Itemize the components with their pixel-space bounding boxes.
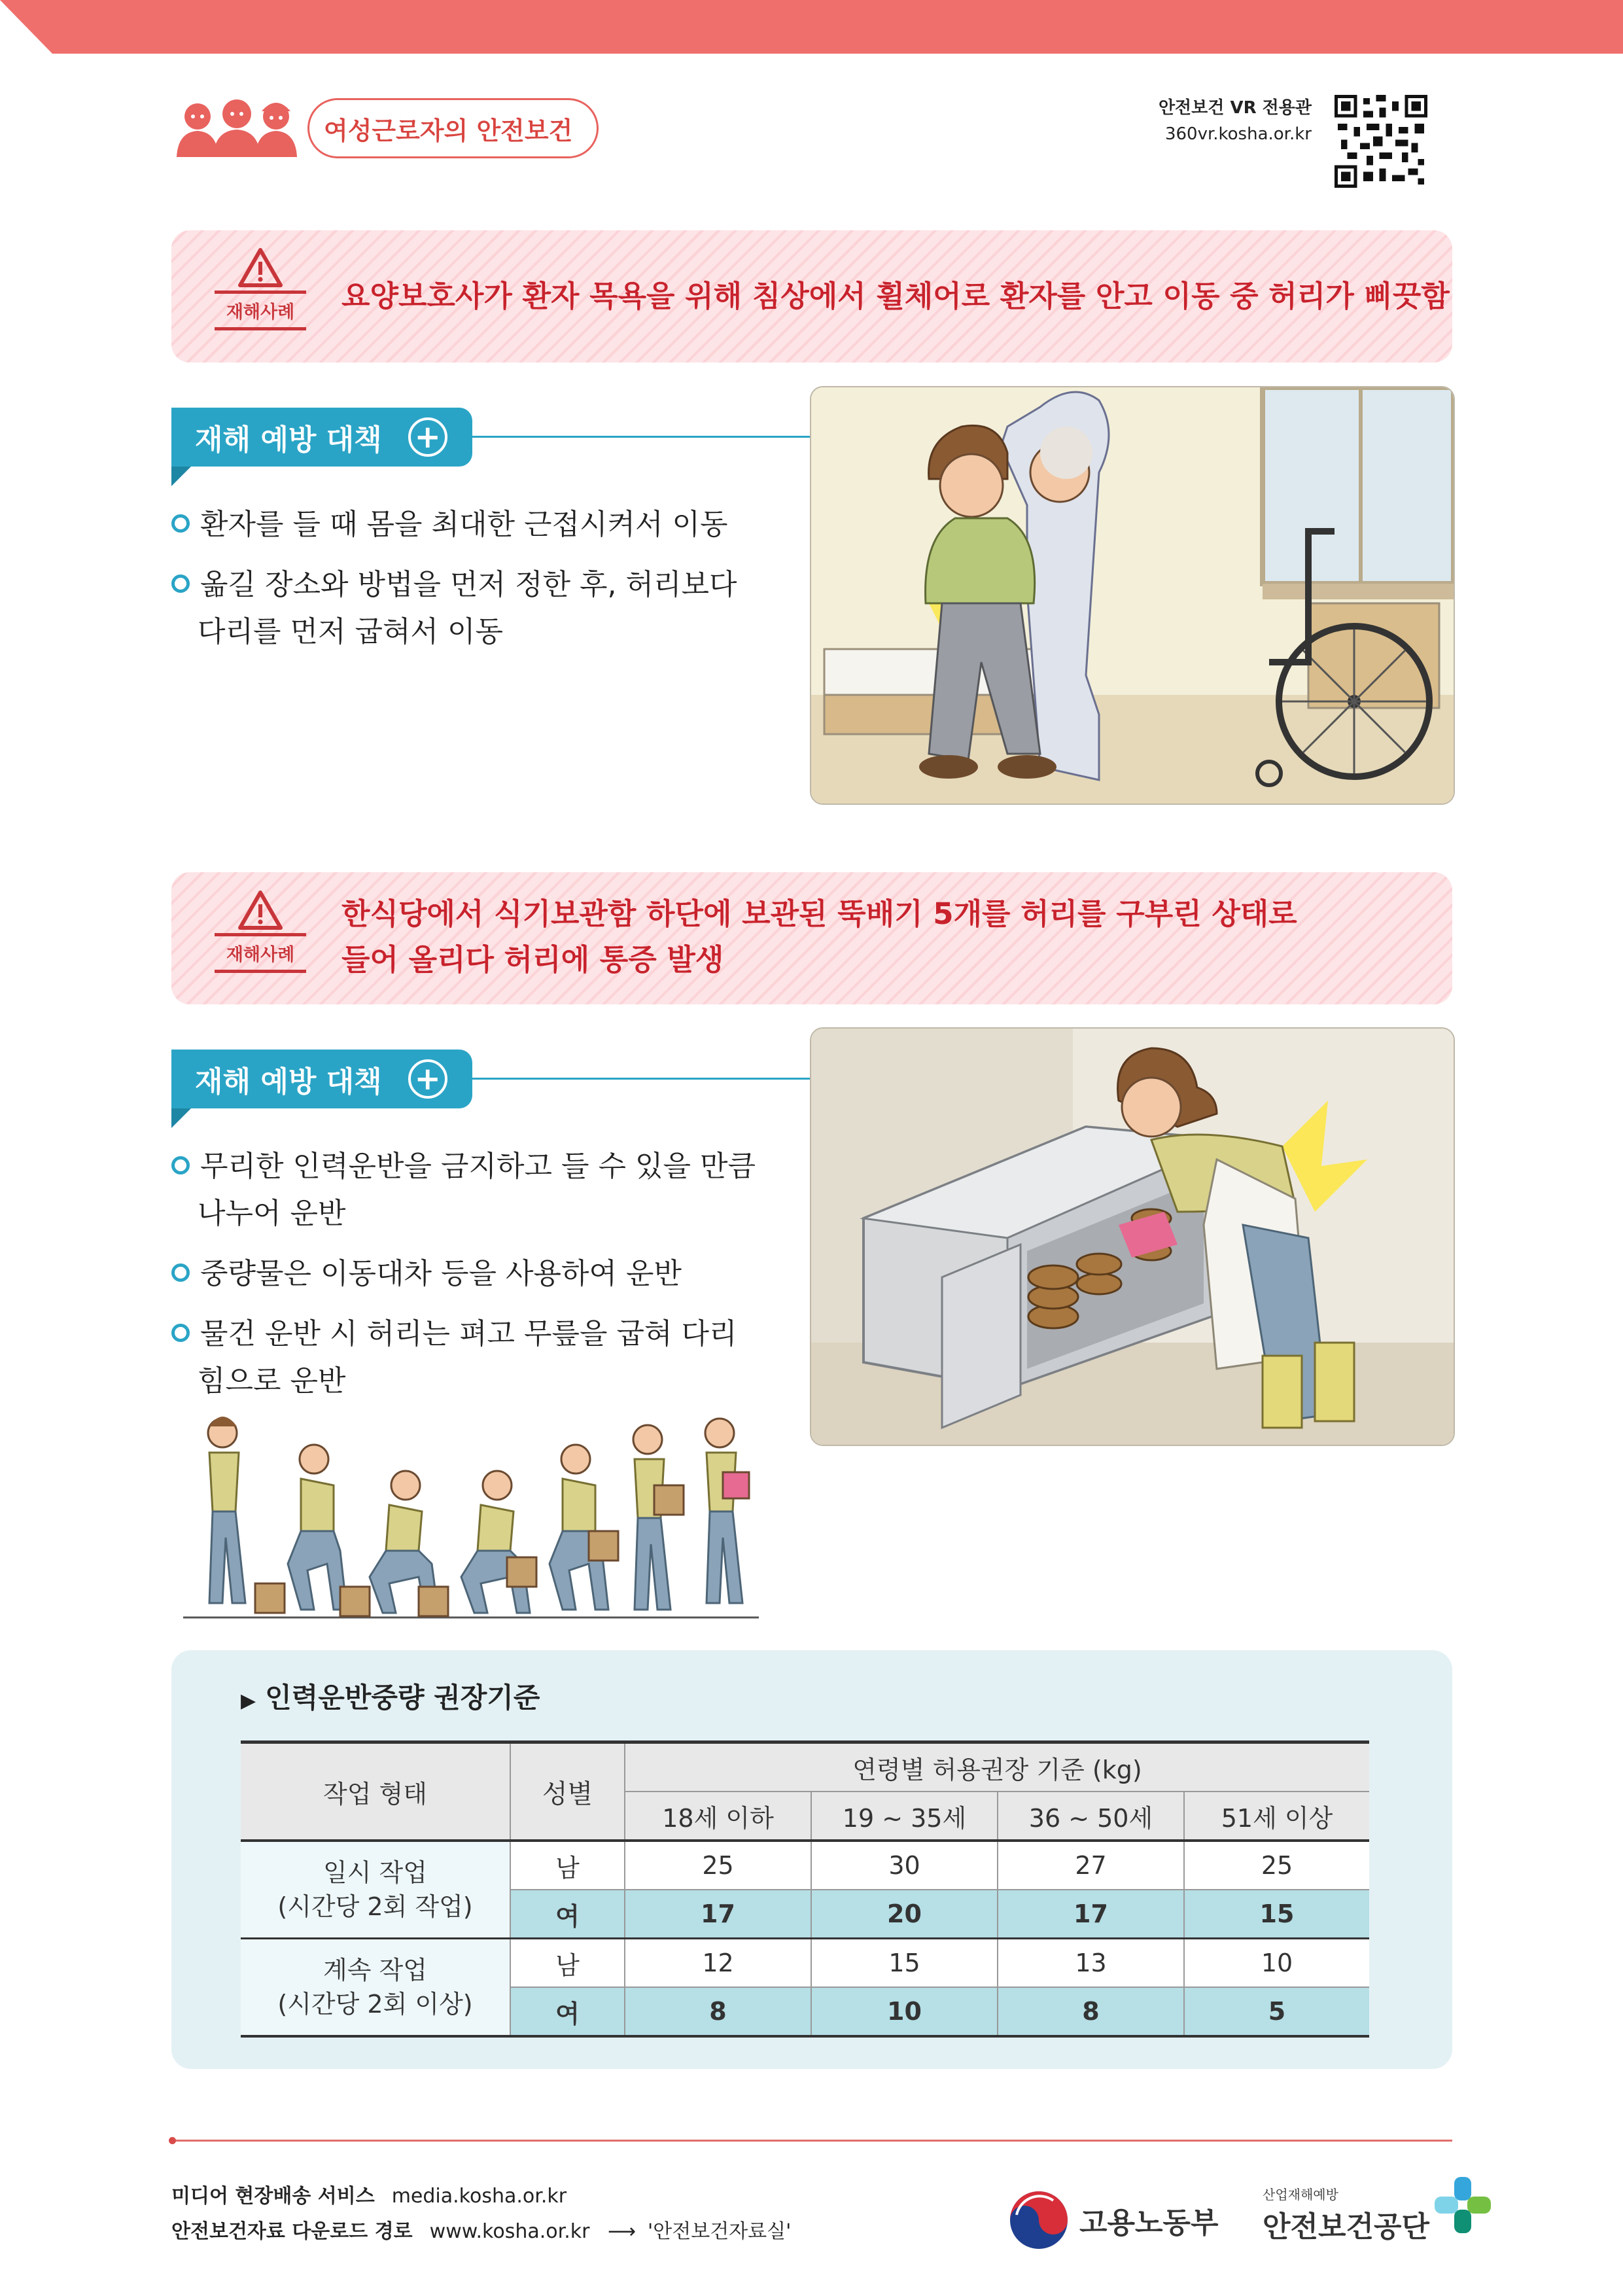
header-age-col: 18세 이하 xyxy=(625,1792,811,1841)
kosha-logo xyxy=(1263,2184,1491,2245)
plus-icon: + xyxy=(408,1059,447,1099)
accident-case-badge xyxy=(215,247,306,330)
heading-rule xyxy=(471,436,811,438)
value-cell: 25 xyxy=(625,1841,811,1890)
bullet-icon xyxy=(171,1156,190,1174)
value-cell: 12 xyxy=(625,1939,811,1988)
arrow-right-icon: ⟶ xyxy=(608,2220,637,2243)
warning-icon xyxy=(237,247,283,288)
list-item-text: 무리한 인력운반을 금지하고 들 수 있을 만큼 xyxy=(200,1150,756,1183)
accident-case-label: 재해사례 xyxy=(226,302,295,323)
media-service-row xyxy=(171,2179,791,2214)
value-cell: 10 xyxy=(1184,1939,1369,1988)
work-type-name: 계속 작업 xyxy=(323,1956,427,1985)
gender-cell: 남 xyxy=(510,1841,625,1890)
header-age-col: 36 ~ 50세 xyxy=(998,1792,1184,1841)
posture-figure-6 xyxy=(633,1425,684,1610)
accident-case-label: 재해사례 xyxy=(226,945,295,965)
list-item xyxy=(171,1311,756,1358)
header-age-group: 연령별 허용권장 기준 (kg) xyxy=(625,1742,1369,1792)
value-cell: 8 xyxy=(998,1987,1184,2036)
posture-figure-7 xyxy=(705,1419,749,1603)
gender-cell: 여 xyxy=(510,1890,625,1939)
table-title-text: 인력운반중량 권장기준 xyxy=(265,1682,540,1714)
table-row xyxy=(241,1841,1369,1890)
work-type-cell xyxy=(241,1939,510,2037)
accident-case-line2: 들어 올리다 허리에 통증 발생 xyxy=(341,942,724,977)
kosha-cross-icon xyxy=(1435,2177,1491,2233)
illustration-caregiver-wheelchair xyxy=(810,386,1455,805)
illustration-lifting-earthenware xyxy=(810,1027,1455,1446)
taegeuk-icon xyxy=(1007,2189,1070,2252)
download-label: 안전보건자료 다운로드 경로 xyxy=(171,2220,413,2243)
posture-figure-2 xyxy=(288,1445,370,1616)
vr-title: 안전보건 VR 전용관 xyxy=(1158,98,1312,118)
accident-case-line1: 한식당에서 식기보관함 하단에 보관된 뚝배기 5개를 허리를 구부린 상태로 xyxy=(341,896,1297,931)
warning-icon xyxy=(237,890,283,930)
work-type-name: 일시 작업 xyxy=(323,1858,427,1887)
prevention-title: 재해 예방 대책 xyxy=(195,423,382,457)
moel-name: 고용노동부 xyxy=(1079,2206,1219,2240)
posture-figure-5 xyxy=(550,1445,618,1610)
header-gender: 성별 xyxy=(510,1742,625,1841)
list-item xyxy=(171,501,737,548)
value-cell: 15 xyxy=(1184,1890,1369,1939)
bullet-icon xyxy=(171,1324,190,1342)
download-target: '안전보건자료실' xyxy=(648,2220,792,2243)
value-cell: 15 xyxy=(811,1939,998,1988)
top-banner-bar xyxy=(0,0,1623,54)
triangle-bullet-icon: ▶ xyxy=(241,1689,256,1712)
value-cell: 30 xyxy=(811,1841,998,1890)
prevention-list-1 xyxy=(171,501,737,656)
moel-logo xyxy=(1007,2189,1219,2252)
gender-cell: 여 xyxy=(510,1987,625,2036)
work-type-cell xyxy=(241,1841,510,1939)
work-type-note: (시간당 2회 작업) xyxy=(277,1892,473,1921)
value-cell: 20 xyxy=(811,1890,998,1939)
list-item-text: 나누어 운반 xyxy=(198,1197,346,1230)
download-link[interactable]: www.kosha.or.kr xyxy=(429,2220,590,2243)
prevention-title: 재해 예방 대책 xyxy=(195,1065,382,1099)
list-item-text: 옮길 장소와 방법을 먼저 정한 후, 허리보다 xyxy=(200,568,737,601)
footer-dot xyxy=(169,2137,176,2144)
list-item-text: 물건 운반 시 허리는 펴고 무릎을 굽혀 다리 xyxy=(200,1317,737,1351)
section-badge xyxy=(307,98,599,158)
bullet-icon xyxy=(171,1263,190,1282)
value-cell: 13 xyxy=(998,1939,1184,1988)
list-item-text: 다리를 먼저 굽혀서 이동 xyxy=(198,615,503,648)
posture-figure-1 xyxy=(208,1417,285,1613)
prevention-list-2 xyxy=(171,1143,756,1405)
accident-case-text: 요양보호사가 환자 목욕을 위해 침상에서 휠체어로 환자를 안고 이동 중 허리가 삐끗함 xyxy=(341,279,1450,313)
posture-figure-4 xyxy=(461,1471,536,1613)
list-item xyxy=(171,1143,756,1190)
heading-tail-decoration xyxy=(171,467,191,486)
value-cell: 10 xyxy=(811,1987,998,2036)
vr-info xyxy=(1159,95,1312,147)
value-cell: 8 xyxy=(625,1987,811,2036)
footer-links xyxy=(171,2179,791,2250)
list-item-text: 힘으로 운반 xyxy=(198,1364,346,1398)
qr-code-icon[interactable] xyxy=(1335,95,1427,188)
posture-figure-3 xyxy=(370,1471,448,1616)
header-age-col: 51세 이상 xyxy=(1184,1792,1369,1841)
women-workers-icon xyxy=(171,92,302,157)
heading-rule xyxy=(471,1078,811,1080)
list-item-continued xyxy=(171,1358,756,1405)
value-cell: 25 xyxy=(1184,1841,1369,1890)
value-cell: 17 xyxy=(625,1890,811,1939)
header-age-col: 19 ~ 35세 xyxy=(811,1792,998,1841)
kosha-name: 안전보건공단 xyxy=(1263,2210,1430,2244)
value-cell: 17 xyxy=(998,1890,1184,1939)
accident-case-text xyxy=(341,891,1297,983)
media-service-label: 미디어 현장배송 서비스 xyxy=(171,2185,375,2208)
gender-cell: 남 xyxy=(510,1939,625,1988)
header-work-type: 작업 형태 xyxy=(241,1742,510,1841)
list-item xyxy=(171,561,737,609)
list-item xyxy=(171,1250,756,1298)
kosha-subtitle: 산업재해예방 xyxy=(1263,2187,1338,2202)
media-service-link[interactable]: media.kosha.or.kr xyxy=(391,2185,567,2208)
table-title xyxy=(241,1676,540,1716)
accident-case-badge xyxy=(215,890,306,973)
prevention-heading xyxy=(171,408,472,467)
list-item-text: 중량물은 이동대차 등을 사용하여 운반 xyxy=(200,1257,682,1290)
list-item-continued xyxy=(171,1190,756,1237)
bullet-icon xyxy=(171,514,190,533)
work-type-note: (시간당 2회 이상) xyxy=(277,1990,473,2019)
footer-divider xyxy=(171,2140,1452,2142)
list-item-text: 환자를 들 때 몸을 최대한 근접시켜서 이동 xyxy=(200,508,728,541)
value-cell: 5 xyxy=(1184,1987,1369,2036)
bullet-icon xyxy=(171,574,190,593)
plus-icon: + xyxy=(408,417,447,457)
vr-url[interactable]: 360vr.kosha.or.kr xyxy=(1164,124,1312,144)
prevention-heading xyxy=(171,1050,472,1108)
badge-label: 여성근로자의 안전보건 xyxy=(324,116,573,145)
table-row xyxy=(241,1939,1369,1988)
download-row xyxy=(171,2214,791,2250)
heading-tail-decoration xyxy=(171,1108,191,1128)
weight-standard-table xyxy=(241,1740,1369,2038)
value-cell: 27 xyxy=(998,1841,1184,1890)
lifting-posture-sequence xyxy=(183,1407,759,1623)
list-item-continued xyxy=(171,609,737,656)
